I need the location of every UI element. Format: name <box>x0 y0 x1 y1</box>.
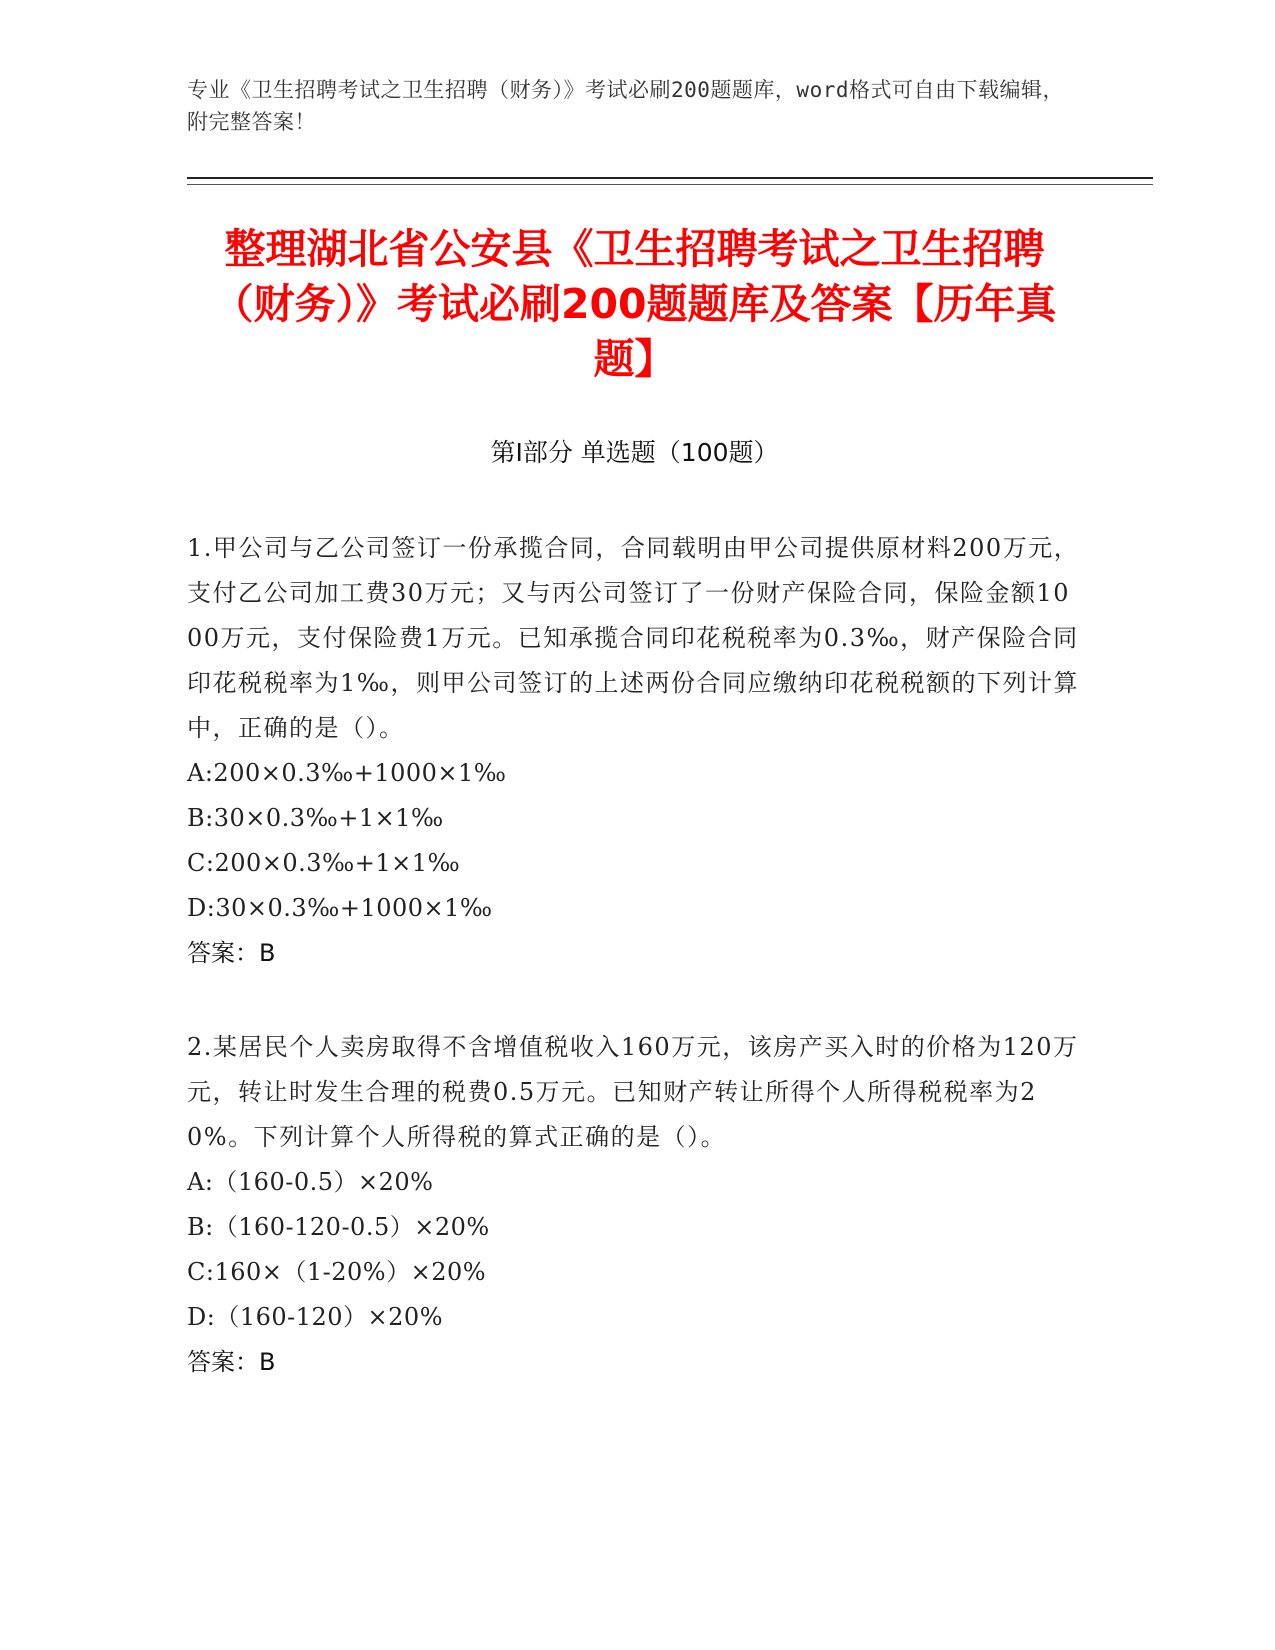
section-heading: 第I部分 单选题（100题） <box>490 438 779 467</box>
answer-line: 答案：B <box>187 939 276 967</box>
question-1 <box>187 526 1082 976</box>
option-b: B:30×0.3‰+1×1‰ <box>187 804 444 832</box>
answer-line: 答案：B <box>187 1348 276 1376</box>
question-2 <box>187 1025 1082 1385</box>
option-c: C:200×0.3‰+1×1‰ <box>187 849 461 877</box>
question-stem: 1.甲公司与乙公司签订一份承揽合同，合同载明由甲公司提供原材料200万元，支付乙公司加工费30万元；又与丙公司签订了一份财产保险合同，保险金额1000万元，支付保险费1万元。已知承揽合同印花税税率为0.3‰，财产保险合同印花税税率为1‰，则甲公司签订的上述两份合同应缴纳印花税税额的下列计算中，正确的是（）。 <box>187 534 1080 742</box>
header-divider-thick <box>187 177 1153 179</box>
option-d: D:（160-120）×20% <box>187 1303 444 1331</box>
option-c: C:160×（1-20%）×20% <box>187 1258 487 1286</box>
option-a: A:200×0.3‰+1000×1‰ <box>187 759 507 787</box>
document-title: 整理湖北省公安县《卫生招聘考试之卫生招聘（财务）》考试必刷200题题库及答案【历年真题】 <box>212 225 1057 383</box>
question-stem: 2.某居民个人卖房取得不含增值税收入160万元，该房产买入时的价格为120万元，转让时发生合理的税费0.5万元。已知财产转让所得个人所得税税率为20%。下列计算个人所得税的算式正确的是（）。 <box>187 1033 1079 1151</box>
header-note: 专业《卫生招聘考试之卫生招聘（财务）》考试必刷200题题库，word格式可自由下载编辑，附完整答案！ <box>187 78 1064 134</box>
option-b: B:（160-120-0.5）×20% <box>187 1213 490 1241</box>
option-a: A:（160-0.5）×20% <box>187 1168 434 1196</box>
header-divider-thin <box>187 184 1153 185</box>
option-d: D:30×0.3‰+1000×1‰ <box>187 894 493 922</box>
